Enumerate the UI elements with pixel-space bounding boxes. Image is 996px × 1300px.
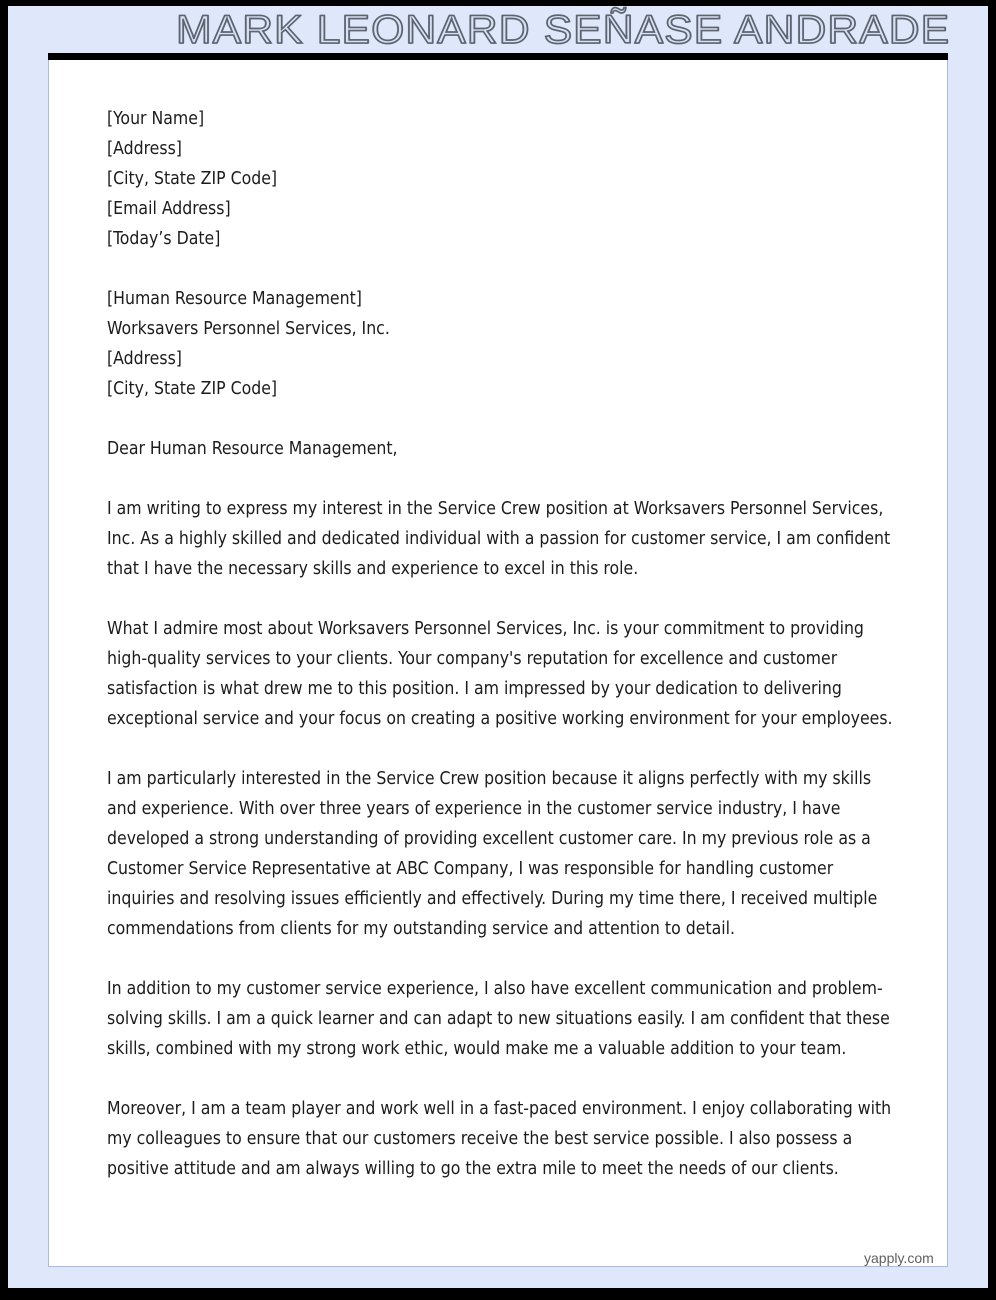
letter-body <box>107 104 902 1214</box>
letter-paragraph: I am particularly interested in the Service Crew position because it aligns perfectly with my skills and experience. With over three years of experience in the customer service industry, I have developed a strong understanding of providing excellent customer care. In my previous role as a Customer Service Representative at ABC Company, I was responsible for handling customer inquiries and resolving issues efficiently and effectively. During my time there, I received multiple commendations from clients for my outstanding service and attention to detail. <box>107 769 878 939</box>
letter-paragraph: I am writing to express my interest in the Service Crew position at Worksavers Personnel Services, Inc. As a highly skilled and dedicated individual with a passion for customer service, I am confident that I have the necessary skills and experience to excel in this role. <box>107 499 891 579</box>
recipient-line: [City, State ZIP Code] <box>107 379 278 399</box>
sender-address-block <box>107 104 902 254</box>
recipient-line: [Human Resource Management] <box>107 289 362 309</box>
sender-line: [Address] <box>107 139 182 159</box>
sender-line: [Today’s Date] <box>107 229 221 249</box>
letter-paragraph: In addition to my customer service experience, I also have excellent communication and problem-solving skills. I am a quick learner and can adapt to new situations easily. I am confident that these skills, combined with my strong work ethic, would make me a valuable addition to your team. <box>107 979 890 1059</box>
site-watermark: yapply.com <box>864 1250 934 1266</box>
page-title: MARK LEONARD SEÑASE ANDRADE <box>175 8 950 52</box>
letter-paragraph: What I admire most about Worksavers Personnel Services, Inc. is your commitment to providing high-quality services to your clients. Your company's reputation for excellence and customer satisfaction is what drew me to this position. I am impressed by your dedication to delivering exceptional service and your focus on creating a positive working environment for your employees. <box>107 619 893 729</box>
recipient-line: [Address] <box>107 349 182 369</box>
letter-salutation: Dear Human Resource Management, <box>107 439 398 459</box>
recipient-line: Worksavers Personnel Services, Inc. <box>107 319 390 339</box>
letter-paragraph: Moreover, I am a team player and work well in a fast-paced environment. I enjoy collaborating with my colleagues to ensure that our customers receive the best service possible. I also possess a positive attitude and am always willing to go the extra mile to meet the needs of our clients. <box>107 1099 892 1179</box>
document-header <box>8 6 988 53</box>
sender-line: [Your Name] <box>107 109 205 129</box>
sender-line: [City, State ZIP Code] <box>107 169 278 189</box>
sender-line: [Email Address] <box>107 199 231 219</box>
document-page-field <box>8 6 988 1288</box>
title-divider-rule <box>48 53 948 60</box>
recipient-address-block <box>107 284 902 404</box>
